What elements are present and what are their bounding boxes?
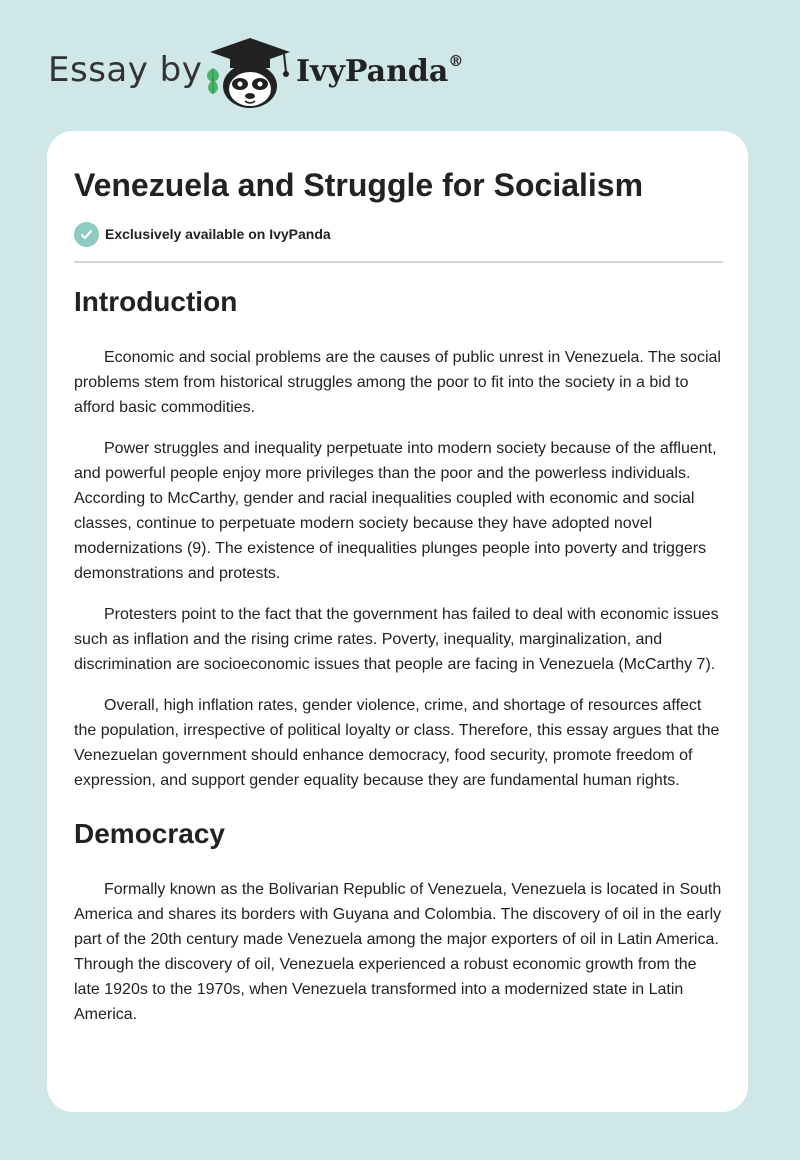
ivy-leaf-icon: [203, 66, 223, 96]
paragraph: Overall, high inflation rates, gender violence, crime, and shortage of resources affect the population, irrespective of political loyalty or class. Therefore, this essay argues that the Venezuelan government should enhance democracy, food security, promote freedom of expression, and support gender equality because they are fundamental human rights.: [74, 697, 720, 789]
paragraph: Protesters point to the fact that the government has failed to deal with economic issues such as inflation and the rising crime rates. Poverty, inequality, marginalization, and discrimination are socioeconomic issues that people are facing in Venezuela (McCarthy 7).: [74, 606, 719, 673]
section-introduction: [74, 279, 724, 793]
section-democracy: [74, 811, 724, 1027]
site-header: [0, 0, 800, 130]
exclusive-badge: [74, 220, 331, 248]
paragraph: Power struggles and inequality perpetuate into modern society because of the affluent, and powerful people enjoy more privileges than the poor and the powerless individuals. According to McCarthy, gender and racial inequalities coupled with economic and social classes, continue to perpetuate modern society because they have adopted novel modernizations (9). The existence of inequalities plunges people into poverty and triggers demonstrations and protests.: [74, 440, 717, 582]
section-heading: Introduction: [74, 286, 238, 317]
essay-card: [47, 131, 748, 1112]
paragraph: Economic and social problems are the causes of public unrest in Venezuela. The social problems stem from historical struggles among the poor to fit into the society in a bid to afford basic commodities.: [74, 349, 721, 416]
exclusive-label: Exclusively available on IvyPanda: [105, 226, 331, 242]
check-circle-icon: [74, 222, 99, 247]
paragraph: Formally known as the Bolivarian Republic of Venezuela, Venezuela is located in South America and shares its borders with Guyana and Colombia. The discovery of oil in the early part of the 20th century made Venezuela among the major exporters of oil in Latin America. Through the discovery of oil, Venezuela experienced a robust economic growth from the late 1920s to the 1970s, when Venezuela transformed into a modernized state in Latin America.: [74, 881, 722, 1023]
divider: [74, 261, 723, 263]
essay-by-label: Essay by: [48, 50, 203, 90]
section-heading: Democracy: [74, 818, 225, 849]
essay-body: [74, 279, 724, 1027]
essay-title: Venezuela and Struggle for Socialism: [74, 167, 644, 203]
brand-name[interactable]: IvyPanda®: [296, 52, 464, 89]
